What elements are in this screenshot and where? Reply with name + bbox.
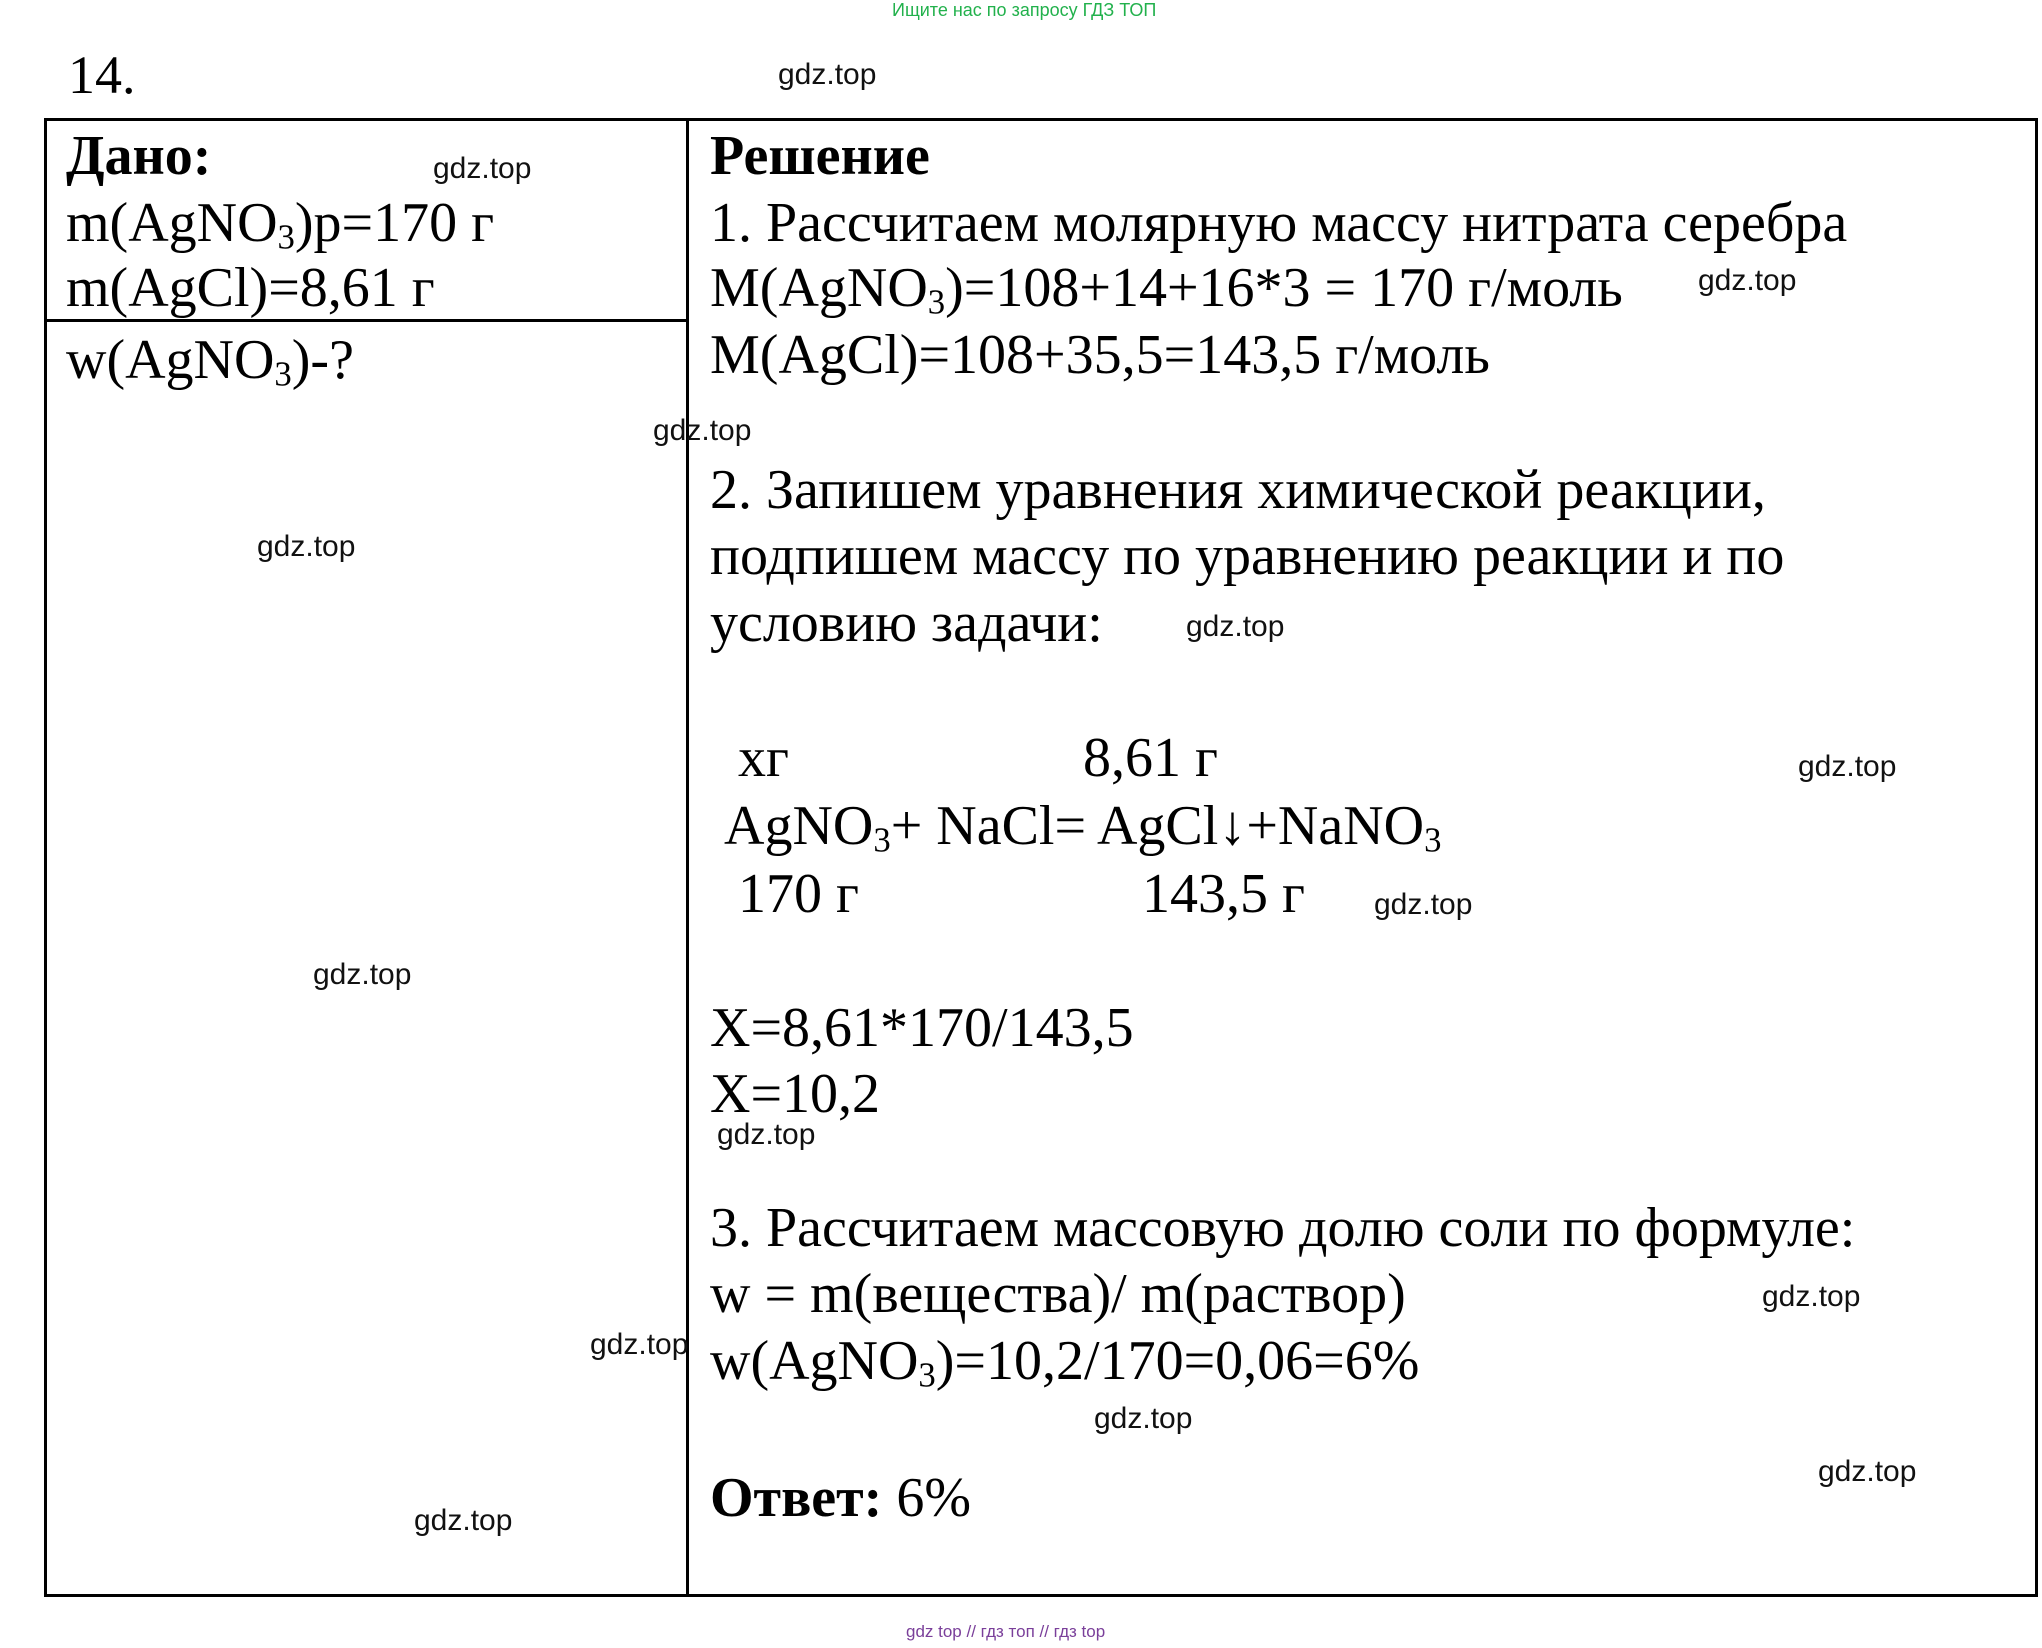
mass-fraction-formula: w = m(вещества)/ m(раствор) <box>710 1263 1406 1325</box>
equation-below-left: 170 г <box>738 863 859 925</box>
answer: Ответ: 6% <box>710 1467 971 1529</box>
table-column-divider <box>686 118 689 1597</box>
watermark: gdz.top <box>433 152 532 185</box>
given-divider <box>44 319 689 322</box>
given-mass-agno3: m(AgNO$_3$)р=170 г <box>66 192 495 257</box>
watermark: gdz.top <box>414 1504 513 1537</box>
problem-number: 14. <box>68 45 136 105</box>
watermark: gdz.top <box>257 530 356 563</box>
molar-mass-agcl: M(AgCl)=108+35,5=143,5 г/моль <box>710 324 1490 386</box>
step2-line-3: условию задачи: <box>710 592 1103 654</box>
watermark: gdz.top <box>717 1118 816 1151</box>
solution-title: Решение <box>710 125 930 187</box>
calc-line-1: X=8,61*170/143,5 <box>710 997 1134 1059</box>
watermark: gdz.top <box>313 958 412 991</box>
watermark: gdz.top <box>590 1328 689 1361</box>
watermark: gdz.top <box>653 414 752 447</box>
given-title: Дано: <box>66 125 212 187</box>
equation-below-right: 143,5 г <box>1142 863 1305 925</box>
calc-line-2: X=10,2 <box>710 1063 881 1125</box>
watermark: gdz.top <box>1798 750 1897 783</box>
find-mass-fraction: w(AgNO$_3$)-? <box>66 329 354 394</box>
watermark: gdz.top <box>1374 888 1473 921</box>
search-hint: Ищите нас по запросу ГДЗ ТОП <box>892 0 1157 20</box>
step1-heading: 1. Рассчитаем молярную массу нитрата серебра <box>710 192 1848 254</box>
step2-line-1: 2. Запишем уравнения химической реакции, <box>710 459 1766 521</box>
equation-above-right: 8,61 г <box>1083 727 1218 789</box>
watermark: gdz.top <box>1094 1402 1193 1435</box>
watermark: gdz.top <box>778 58 877 91</box>
step3-heading: 3. Рассчитаем массовую долю соли по формуле: <box>710 1197 1856 1259</box>
watermark: gdz.top <box>1186 610 1285 643</box>
watermark: gdz.top <box>1698 264 1797 297</box>
given-mass-agcl: m(AgCl)=8,61 г <box>66 257 435 319</box>
step2-line-2: подпишем массу по уравнению реакции и по <box>710 525 1785 587</box>
watermark: gdz.top <box>1762 1280 1861 1313</box>
mass-fraction-result: w(AgNO$_3$)=10,2/170=0,06=6% <box>710 1330 1420 1395</box>
equation-above-left: хг <box>738 727 789 789</box>
reaction-equation: AgNO$_3$+ NaCl= AgCl↓+NaNO$_3$ <box>724 795 1442 860</box>
watermark: gdz.top <box>1818 1455 1917 1488</box>
footer-note: gdz top // гдз топ // гдз top <box>906 1622 1106 1641</box>
molar-mass-agno3: M(AgNO$_3$)=108+14+16*3 = 170 г/моль <box>710 257 1623 322</box>
